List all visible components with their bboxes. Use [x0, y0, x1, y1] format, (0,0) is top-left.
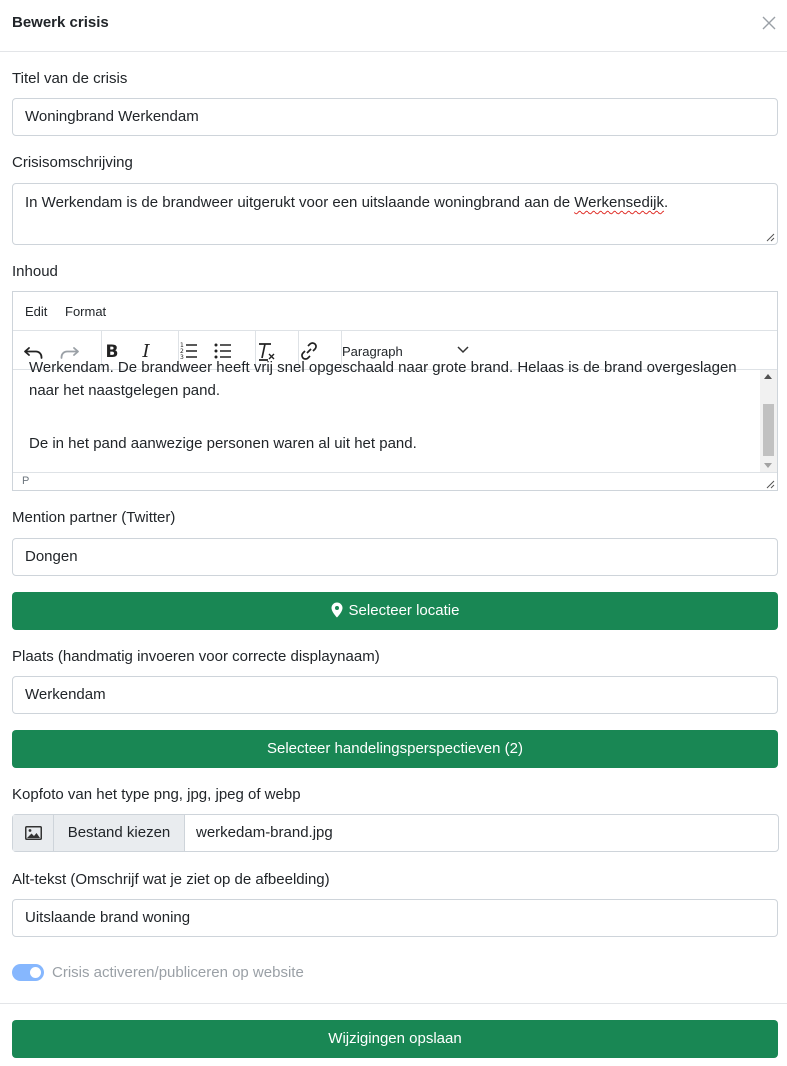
place-label: Plaats (handmatig invoeren voor correcte displaynaam) [12, 648, 380, 665]
svg-text:3: 3 [180, 354, 184, 361]
svg-text:I: I [142, 341, 150, 362]
activate-label: Crisis activeren/publiceren op website [52, 964, 304, 981]
select-location-label: Selecteer locatie [348, 602, 460, 619]
activate-switch[interactable] [12, 964, 44, 981]
mention-label: Mention partner (Twitter) [12, 509, 176, 526]
editor-content[interactable] [13, 359, 761, 473]
select-location-button[interactable] [12, 592, 778, 630]
select-perspectives-button[interactable]: Selecteer handelingsperspectieven (2) [12, 730, 778, 768]
description-suffix: . [664, 194, 669, 211]
photo-file-input[interactable] [12, 814, 779, 852]
editor-scrollbar[interactable] [760, 370, 777, 473]
description-textarea[interactable] [12, 183, 778, 245]
scroll-up-arrow[interactable] [764, 374, 772, 379]
footer-divider [0, 1003, 787, 1004]
save-button[interactable]: Wijzigingen opslaan [12, 1020, 778, 1058]
element-path[interactable]: P [22, 475, 30, 487]
svg-text:2: 2 [180, 348, 184, 355]
editor-statusbar [13, 472, 777, 490]
image-icon-box [13, 815, 54, 851]
editor-paragraph: Werkendam. De brandweer heeft vrij snel opgeschaald naar grote brand. Helaas is de brand overgeslagen naar het naastgelegen pand. [29, 359, 737, 399]
close-button[interactable] [761, 15, 777, 31]
chevron-down-icon [457, 346, 469, 354]
close-icon [761, 15, 777, 31]
description-label: Crisisomschrijving [12, 154, 133, 171]
menu-edit[interactable]: Edit [25, 304, 48, 319]
map-pin-icon [331, 602, 343, 618]
alt-text-input[interactable]: Uitslaande brand woning [12, 899, 778, 937]
file-name: werkedam-brand.jpg [196, 824, 333, 841]
image-icon [25, 826, 42, 840]
content-label: Inhoud [12, 263, 58, 280]
resize-grip-icon[interactable] [766, 480, 775, 489]
alt-text-label: Alt-tekst (Omschrijf wat je ziet op de afbeelding) [12, 871, 330, 888]
scroll-down-arrow[interactable] [764, 463, 772, 468]
misspelled-word: Werkensedijk [574, 194, 665, 211]
menu-format[interactable]: Format [65, 304, 107, 319]
description-text: In Werkendam is de brandweer uitgerukt voor een uitslaande woningbrand aan de [25, 194, 575, 211]
scroll-thumb[interactable] [763, 404, 774, 456]
modal-header [0, 0, 787, 52]
resize-grip-icon[interactable] [766, 233, 775, 242]
block-format-value: Paragraph [342, 344, 403, 359]
place-input[interactable]: Werkendam [12, 676, 778, 714]
title-input[interactable]: Woningbrand Werkendam [12, 98, 778, 136]
photo-label: Kopfoto van het type png, jpg, jpeg of webp [12, 786, 301, 803]
modal-title: Bewerk crisis [12, 14, 109, 31]
mention-input[interactable]: Dongen [12, 538, 778, 576]
editor-menubar [13, 292, 777, 331]
title-label: Titel van de crisis [12, 70, 128, 87]
svg-text:1: 1 [180, 342, 184, 349]
editor-paragraph: De in het pand aanwezige personen waren al uit het pand. [29, 435, 417, 452]
rich-text-editor [12, 291, 778, 491]
choose-file-button[interactable]: Bestand kiezen [54, 815, 185, 851]
svg-text:B: B [105, 342, 119, 362]
